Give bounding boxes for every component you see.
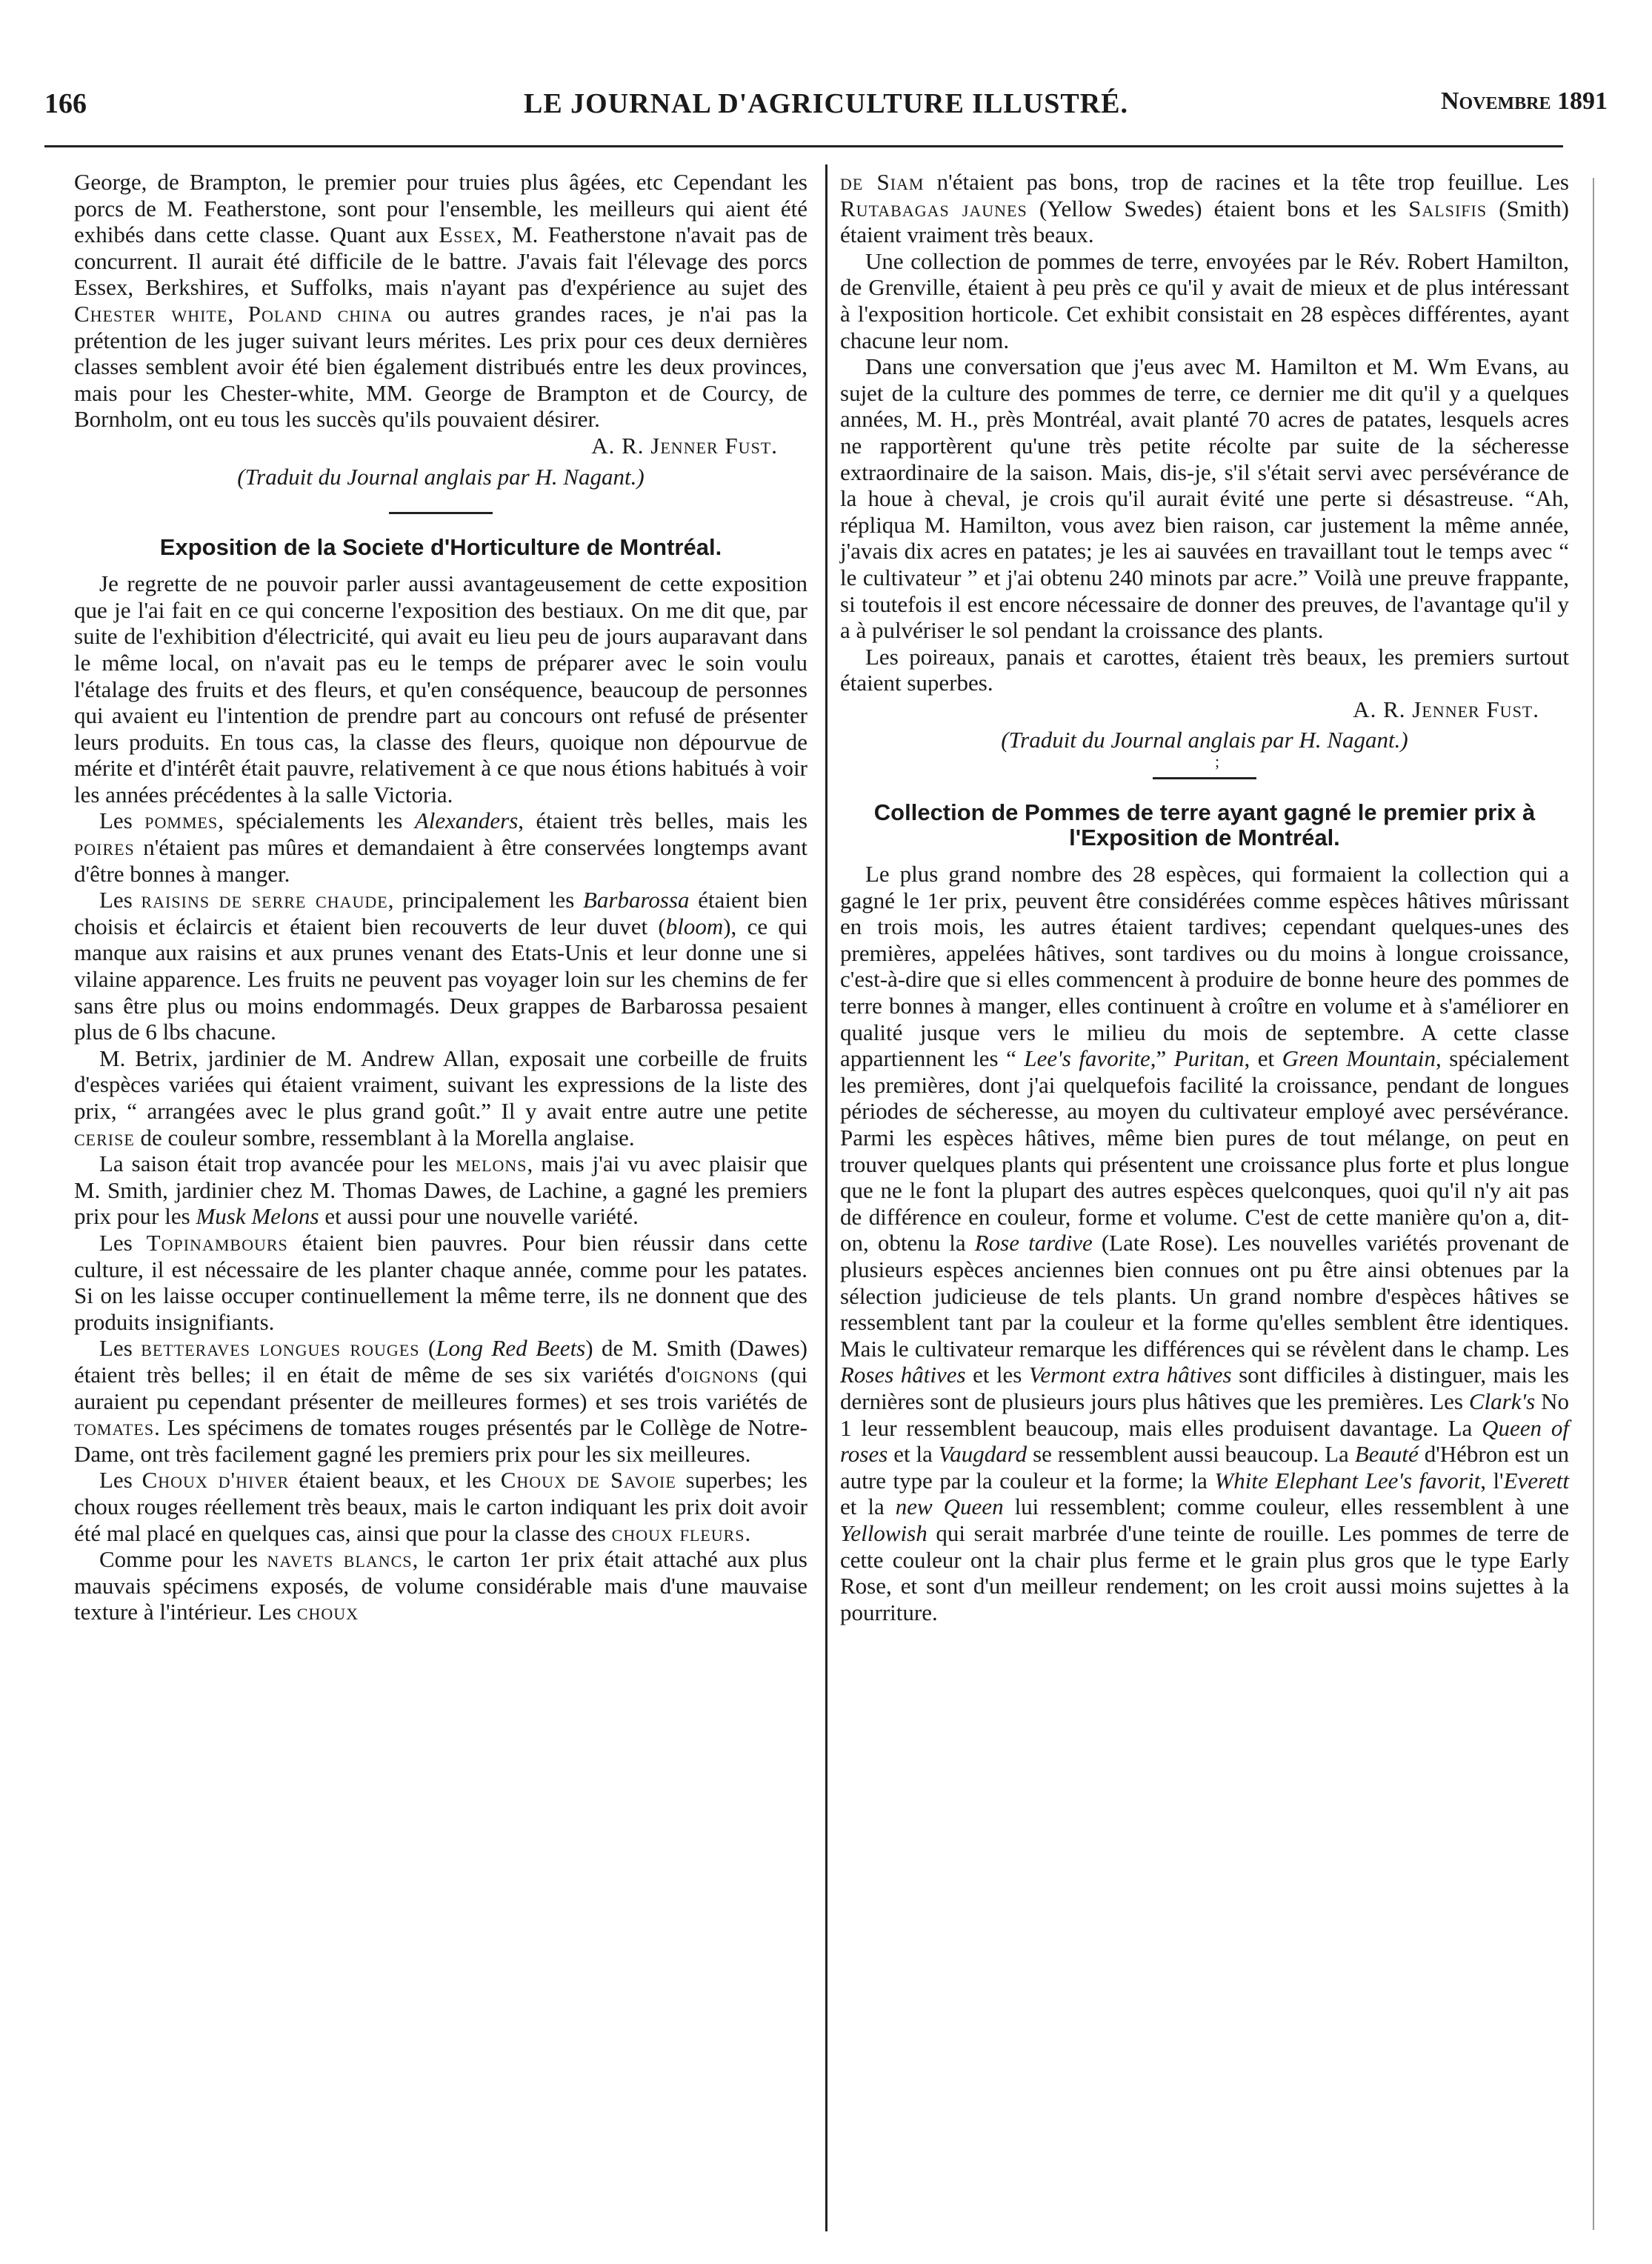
paragraph: Les Topinambours étaient bien pauvres. Pour bien réussir dans cette culture, il est nécessaire de les planter chaque année, comme pour les patates. Si on les laisse occuper continuellement la même terre, ils ne donnent que des produits insignifiants.: [74, 1229, 807, 1335]
author-signature: A. R. Jenner Fust.: [591, 432, 778, 459]
section-title: Exposition de la Societe d'Horticulture de Montréal.: [159, 534, 722, 561]
stray-mark: ;: [1214, 752, 1220, 771]
paragraph: Une collection de pommes de terre, envoyées par le Rév. Robert Hamilton, de Grenville, étaient à peu près ce qu'il y avait de mieux et de plus intéressant à l'exposition horticole. Cet exhibit consistait en 28 espèces différentes, ayant chacune leur nom.: [840, 247, 1569, 353]
right-margin-line: [1593, 178, 1594, 2230]
paragraph: Les betteraves longues rouges (Long Red Beets) de M. Smith (Dawes) étaient très belles; il en était de même de ses six variétés d'oignons (qui auraient pu cependant présenter de meilleures formes) et ses trois variétés de tomates. Les spécimens de tomates rouges présentés par le Collège de Notre-Dame, ont très facilement gagné les premiers prix pour les six meilleures.: [74, 1335, 808, 1467]
section-title: Collection de Pommes de terre ayant gagné le premier prix à l'Exposition de Montréal.: [873, 799, 1536, 851]
paragraph: Dans une conversation que j'eus avec M. Hamilton et M. Wm Evans, au sujet de la culture des pommes de terre, ce dernier me dit qu'il y a quelques années, M. H., près Montréal, avait planté 70 acres de patates, lesquels acres ne rapportèrent qu'une très petite récolte par suite de la sécheresse extraordinaire de la saison. Mais, dis-je, s'il s'était servi avec persévérance de la houe à cheval, je crois qu'il aurait évité une perte si désastreuse. “Ah, répliqua M. Hamilton, vous avez bien raison, car justement la même année, j'avais dix acres en patates; je les ai sauvées en travaillant tout le temps avec “ le cultivateur ” et j'ai obtenu 240 minots par acre.” Voilà une preuve frappante, si toutefois il est encore nécessaire de donner des preuves, de l'avantage qu'il y a à pulvériser le sol pendant la croissance des plants.: [840, 353, 1569, 644]
author-signature: A. R. Jenner Fust.: [1353, 696, 1539, 722]
paragraph: Les Choux d'hiver étaient beaux, et les Choux de Savoie superbes; les choux rouges réellement très beaux, mais le carton indiquant les prix doit avoir été mal placé en quelques cas, ainsi que pour la classe des choux fleurs.: [74, 1467, 807, 1546]
header-rule: [44, 145, 1563, 147]
paragraph: de Siam n'étaient pas bons, trop de racines et la tête trop feuillue. Les Rutabagas jaunes (Yellow Swedes) étaient bons et les Salsifis (Smith) étaient vraiment très beaux.: [840, 169, 1569, 248]
translation-note: (Traduit du Journal anglais par H. Nagant.): [1001, 727, 1408, 753]
paragraph: Le plus grand nombre des 28 espèces, qui formaient la collection qui a gagné le 1er prix, peuvent être considérées comme espèces hâtives mûrissant en trois mois, les autres étaient tardives; cependant quelques-unes des premières, appelées hâtives, sont tardives ou du moins à longue croissance, c'est-à-dire que si elles commencent à produire de bonne heure des pommes de terre bonnes à manger, elles continuent à croître en volume et à s'améliorer en qualité jusque vers le milieu du mois de septembre. A cette classe appartiennent les “ Lee's favorite,” Puritan, et Green Mountain, spécialement les premières, dont j'ai quelquefois facilité la croissance, pendant de longues périodes de sécheresse, au moyen du cultivateur employé avec persévérance. Parmi les espèces hâtives, même bien pures de tout mélange, on peut en trouver quelques plants qui présentent une croissance plus forte et plus longue que ne le font la plupart des autres espèces quelconques, quoi qu'il n'y ait pas de différence en couleur, forme et volume. C'est de cette manière qu'on a, dit-on, obtenu la Rose tardive (Late Rose). Les nouvelles variétés provenant de plusieurs espèces anciennes bien connues ont pu être ainsi obtenues par la sélection judicieuse de tels plants. Un grand nombre d'espèces hâtives se ressemblent tant par la couleur et la forme qu'elles semblent être identiques. Mais le cultivateur remarque les différences qui se révèlent dans le champ. Les Roses hâtives et les Vermont extra hâtives sont difficiles à distinguer, mais les dernières sont de plusieurs jours plus hâtives que les premières. Les Clark's No 1 leur ressemblent beaucoup, mais elles produisent davantage. La Queen of roses et la Vaugdard se ressemblent aussi beaucoup. La Beauté d'Hébron est un autre type par la couleur et la forme; la White Elephant Lee's favorit, l'Everett et la new Queen lui ressemblent; comme couleur, elles ressemblent à une Yellowish qui serait marbrée d'une teinte de rouille. Les pommes de terre de cette couleur ont la chair plus ferme et le grain plus gros que le type Early Rose, et sont d'un meilleur rendement; on les croit aussi moins sujettes à la pourriture.: [840, 861, 1570, 1625]
paragraph: George, de Brampton, le premier pour truies plus âgées, etc Cependant les porcs de M. Featherstone, sont pour l'ensemble, les meilleurs qui aient été exhibés dans cette classe. Quant aux Essex, M. Featherstone n'avait pas de concurrent. Il aurait été difficile de le battre. J'avais fait l'élevage des porcs Essex, Berkshires, et Suffolks, mais n'ayant pas d'expérience au sujet des Chester white, Poland china ou autres grandes races, je n'ai pas la prétention de les juger suivant leurs mérites. Les prix pour ces deux dernières classes semblent avoir été bien également distribués entre les deux provinces, mais pour les Chester-white, MM. George de Brampton et de Courcy, de Bornholm, ont eu tous les succès qu'ils pouvaient désirer.: [74, 169, 807, 433]
paragraph: Les raisins de serre chaude, principalement les Barbarossa étaient bien choisis et éclaircis et étaient bien recouverts de leur duvet (bloom), ce qui manque aux raisins et aux prunes venant des Etats-Unis et leur donne une si vilaine apparence. Les fruits ne peuvent pas voyager loin sur les chemins de fer sans être plus ou moins endommagés. Deux grappes de Barbarossa pesaient plus de 6 lbs chacune.: [74, 887, 807, 1045]
left-column: [74, 169, 807, 1625]
running-header: [44, 87, 1608, 132]
paragraph: Les pommes, spécialements les Alexanders, étaient très belles, mais les poires n'étaient pas mûres et demandaient à être conservées longtemps avant d'être bonnes à manger.: [74, 808, 808, 887]
issue-date: Novembre 1891: [1440, 87, 1608, 115]
section-separator: [1153, 777, 1256, 779]
translation-note: (Traduit du Journal anglais par H. Nagant.): [237, 463, 645, 490]
section-separator: [389, 512, 493, 514]
page-number: 166: [44, 88, 87, 119]
paragraph: Je regrette de ne pouvoir parler aussi avantageusement de cette exposition que je l'ai fait en ce qui concerne l'exposition des bestiaux. On me dit que, par suite de l'exhibition d'électricité, qui avait eu lieu peu de jours auparavant dans le même local, on n'avait pas eu le temps de préparer avec le soin voulu l'étalage des fruits et des fleurs, et qu'en conséquence, beaucoup de personnes qui avaient eu l'intention de prendre part au concours ont refusé de présenter leurs produits. En tous cas, la classe des fleurs, quoique non dépourvue de mérite et d'intérêt était pauvre, relativement à ce que nous étions habitués à voir les années précédentes à la salle Victoria.: [74, 570, 807, 808]
right-column: [840, 169, 1569, 1625]
journal-title: LE JOURNAL D'AGRICULTURE ILLUSTRÉ.: [523, 88, 1128, 119]
paragraph: Les poireaux, panais et carottes, étaient très beaux, les premiers surtout étaient superbes.: [840, 643, 1569, 696]
column-divider: [825, 164, 827, 2231]
paragraph: La saison était trop avancée pour les melons, mais j'ai vu avec plaisir que M. Smith, jardinier chez M. Thomas Dawes, de Lachine, a gagné les premiers prix pour les Musk Melons et aussi pour une nouvelle variété.: [74, 1151, 807, 1230]
paragraph: Comme pour les navets blancs, le carton 1er prix était attaché aux plus mauvais spécimens exposés, de volume considérable mais d'une mauvaise texture à l'intérieur. Les choux: [74, 1546, 807, 1625]
paragraph: M. Betrix, jardinier de M. Andrew Allan, exposait une corbeille de fruits d'espèces variées qui étaient vraiment, suivant les expressions de la liste des prix, “ arrangées avec le plus grand goût.” Il y avait entre autre une petite cerise de couleur sombre, ressemblant à la Morella anglaise.: [74, 1045, 807, 1151]
